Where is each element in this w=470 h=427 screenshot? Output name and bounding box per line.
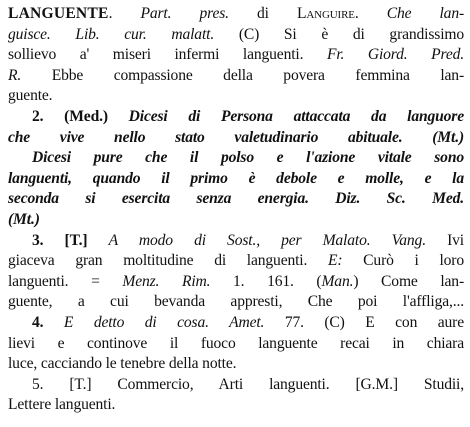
sense-2-line-2: che vive nello stato valetudinario abituale. (Mt.) <box>8 128 464 146</box>
sense-2-line-5: seconda si esercita senza energia. Diz. Sc. Med. <box>8 190 464 208</box>
sense-5-line-1: 5. [T.] Commercio, Arti languenti. [G.M.] Studii, <box>32 375 464 393</box>
sense-3-line-4: guente, a cui bevanda appresti, Che poi l'affliga,... <box>8 293 464 311</box>
entry-line-5: guente. <box>8 87 53 105</box>
sense-2-line-1 <box>8 107 464 128</box>
entry-line-2: guisce. Lib. cur. malatt. (C) Si è di grandissimo <box>8 25 464 43</box>
sense-3-line-3: languenti. = Menz. Rim. 1. 161. (Man.) Come lan- <box>8 272 464 290</box>
sense-2-line-4: languenti, quando il primo è debole e molle, e la <box>8 169 464 187</box>
entry-line-1: LANGUENTE. Part. pres. di Languire. Che lan- <box>8 5 464 22</box>
sense-3-line-1: 3. [T.] A modo di Sost., per Malato. Vang. Ivi <box>32 231 464 249</box>
headword: LANGUENTE <box>8 5 109 22</box>
sense-3-line-2: giaceva gran moltitudine di languenti. E: Curò i loro <box>8 252 464 270</box>
sense-4-line-1: 4. E detto di cosa. Amet. 77. (C) E con aure <box>32 313 464 331</box>
sense-definition: Dicesi di Persona attaccata da languore <box>128 107 464 125</box>
sense-5-line-2: Lettere languenti. <box>8 396 116 414</box>
grammar-label: Part. pres. <box>140 5 229 22</box>
sense-number: 3. [T.] <box>32 231 109 249</box>
sense-4-line-2: lievi e continove il fuoco languente recai in chiara <box>8 334 464 352</box>
citation-source: Fr. Giord. Pred. <box>326 46 464 64</box>
sense-2-line-3: Dicesi pure che il polso e l'azione vitale sono <box>32 149 464 167</box>
entry-line-4: R. Ebbe compassione della povera femmina lan- <box>8 66 464 84</box>
entry-line-3: sollievo a' miseri infermi languenti. Fr. Giord. Pred. <box>8 46 464 64</box>
sense-2-line-6: (Mt.) <box>8 210 40 228</box>
sense-number: 4. <box>32 313 64 331</box>
sense-number: 2. (Med.) <box>32 107 129 125</box>
root-verb: Languire <box>297 5 355 22</box>
sense-4-line-3: luce, cacciando le tenebre della notte. <box>8 355 237 373</box>
citation-source: guisce. Lib. cur. malatt. <box>8 25 215 43</box>
